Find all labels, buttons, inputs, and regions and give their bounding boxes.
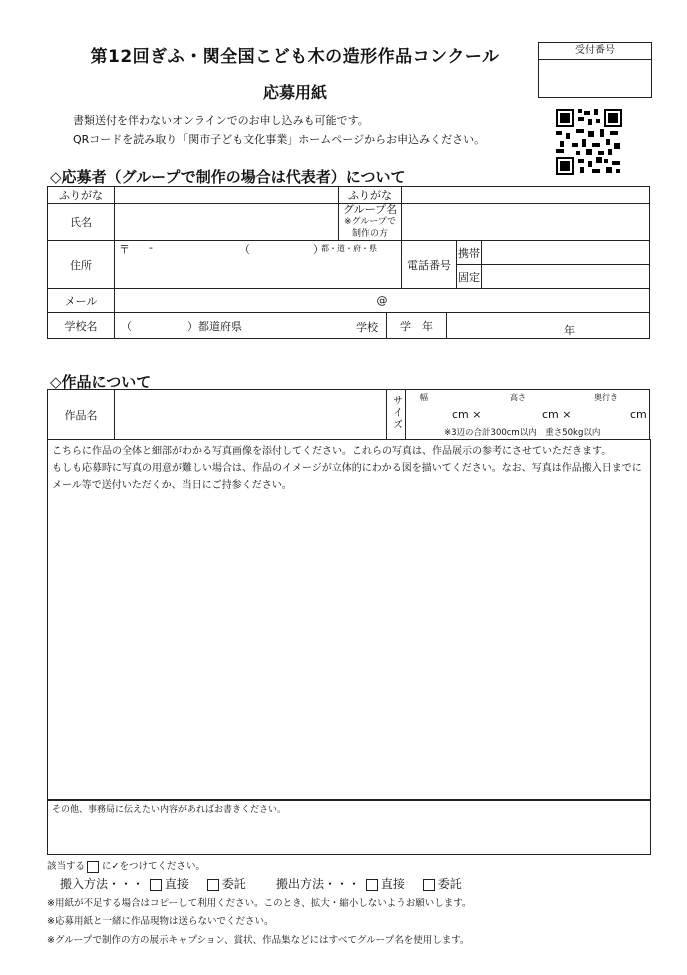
- grade-unit: 年: [564, 324, 575, 337]
- photo-attachment-area[interactable]: [47, 439, 651, 801]
- work-table: [47, 389, 650, 440]
- postal-mark: 〒: [119, 243, 130, 256]
- grade-field[interactable]: [447, 313, 650, 339]
- pickup-consign-checkbox[interactable]: [423, 879, 435, 891]
- delivery-method-row: [60, 875, 246, 892]
- postal-dash: -: [149, 241, 153, 254]
- group-name-field[interactable]: [402, 204, 650, 241]
- mobile-label: 携帯: [457, 241, 482, 265]
- group-note-2: 制作の方: [351, 229, 388, 239]
- mobile-field[interactable]: [482, 241, 650, 265]
- grade-label: 学 年: [387, 313, 447, 339]
- cm-x-2: cm ×: [542, 408, 572, 421]
- form-subtitle: 応募用紙: [262, 83, 327, 102]
- qr-code[interactable]: [556, 109, 622, 175]
- name-label: 氏名: [48, 204, 115, 241]
- work-name-label: 作品名: [48, 390, 115, 440]
- furigana-label: ふりがな: [48, 187, 115, 204]
- paren-close: ）: [313, 243, 324, 256]
- landline-label: 固定: [457, 265, 482, 289]
- delivery-direct-checkbox[interactable]: [150, 879, 162, 891]
- check-prefix: 該当する: [47, 861, 86, 872]
- email-label: メール: [48, 289, 115, 313]
- address-field[interactable]: [115, 241, 402, 289]
- width-label: 幅: [420, 393, 428, 402]
- check-suffix: に✓をつけてください。: [102, 861, 205, 872]
- size-label: サイズ: [390, 395, 402, 431]
- delivery-consign-label: 委託: [221, 877, 246, 891]
- work-name-field[interactable]: [115, 390, 387, 440]
- group-note-1: ※グループで: [343, 217, 397, 227]
- group-furigana-label: ふりがな: [339, 187, 402, 204]
- pickup-direct-checkbox[interactable]: [366, 879, 378, 891]
- group-name-label: グループ名: [342, 203, 398, 216]
- at-mark: @: [376, 294, 388, 307]
- phone-label: 電話番号: [402, 241, 457, 289]
- size-field[interactable]: [406, 390, 650, 440]
- delivery-direct-label: 直接: [164, 877, 189, 891]
- check-instruction: [47, 858, 205, 873]
- size-note: ※3辺の合計300cm以内 重さ50kg以内: [444, 428, 601, 438]
- cm-end: cm: [630, 408, 647, 421]
- photo-instruction-3: メール等で送付いただくか、当日にご持参ください。: [52, 480, 292, 491]
- name-furigana-field[interactable]: [115, 187, 339, 204]
- delivery-consign-checkbox[interactable]: [207, 879, 219, 891]
- other-comments-area[interactable]: [47, 799, 651, 855]
- email-field[interactable]: [115, 289, 650, 313]
- depth-label: 奥行き: [594, 393, 618, 402]
- pickup-consign-label: 委託: [437, 877, 462, 891]
- receipt-number-label: 受付番号: [539, 43, 651, 60]
- other-comments-prompt: その他、事務局に伝えたい内容があればお書きください。: [52, 805, 287, 815]
- receipt-number-box: [538, 42, 652, 98]
- address-label: 住所: [48, 241, 115, 289]
- photo-instruction-1: こちらに作品の全体と細部がわかる写真画像を添付してください。これらの写真は、作品展示の参考にさせていただきます。: [52, 446, 612, 457]
- footer-note-1: ※用紙が不足する場合はコピーして利用ください。このとき、拡大・縮小しないようお願いします。: [47, 898, 472, 909]
- pickup-method-row: [276, 875, 462, 892]
- school-prefecture: （ ）都道府県: [121, 319, 242, 333]
- group-name-label-cell: [339, 204, 402, 241]
- school-field[interactable]: [115, 313, 387, 339]
- pickup-method-label: 搬出方法・・・: [276, 877, 361, 891]
- pickup-direct-label: 直接: [380, 877, 405, 891]
- applicant-heading: ◇応募者（グループで制作の場合は代表者）について: [50, 168, 406, 186]
- prefecture-suffix: 都・道・府・県: [321, 244, 377, 253]
- checkbox-sample: [87, 861, 99, 873]
- school-label: 学校名: [48, 313, 115, 339]
- applicant-table: [47, 186, 650, 339]
- photo-instruction-2: もしも応募時に写真の用意が難しい場合は、作品のイメージが立体的にわかる図を描いてください。なお、写真は作品搬入日までに: [52, 463, 642, 474]
- name-field[interactable]: [115, 204, 339, 241]
- school-suffix: 学校: [356, 321, 378, 334]
- delivery-method-label: 搬入方法・・・: [60, 877, 145, 891]
- work-heading: ◇作品について: [50, 373, 152, 391]
- cm-x-1: cm ×: [452, 408, 482, 421]
- landline-field[interactable]: [482, 265, 650, 289]
- form-title: 第12回ぎふ・関全国こども木の造形作品コンクール: [90, 47, 500, 67]
- footer-note-3: ※グループで制作の方の展示キャプション、賞状、作品集などにはすべてグループ名を使用します。: [47, 935, 470, 946]
- height-label: 高さ: [510, 393, 526, 402]
- online-notice-line2: QRコードを読み取り「関市子ども文化事業」ホームページからお申込みください。: [73, 133, 486, 146]
- size-label-cell: [387, 390, 406, 440]
- group-furigana-field[interactable]: [402, 187, 650, 204]
- online-notice-line1: 書類送付を伴わないオンラインでのお申し込みも可能です。: [73, 114, 369, 127]
- paren-open: （: [239, 243, 250, 256]
- footer-note-2: ※応募用紙と一緒に作品現物は送らないでください。: [47, 916, 274, 927]
